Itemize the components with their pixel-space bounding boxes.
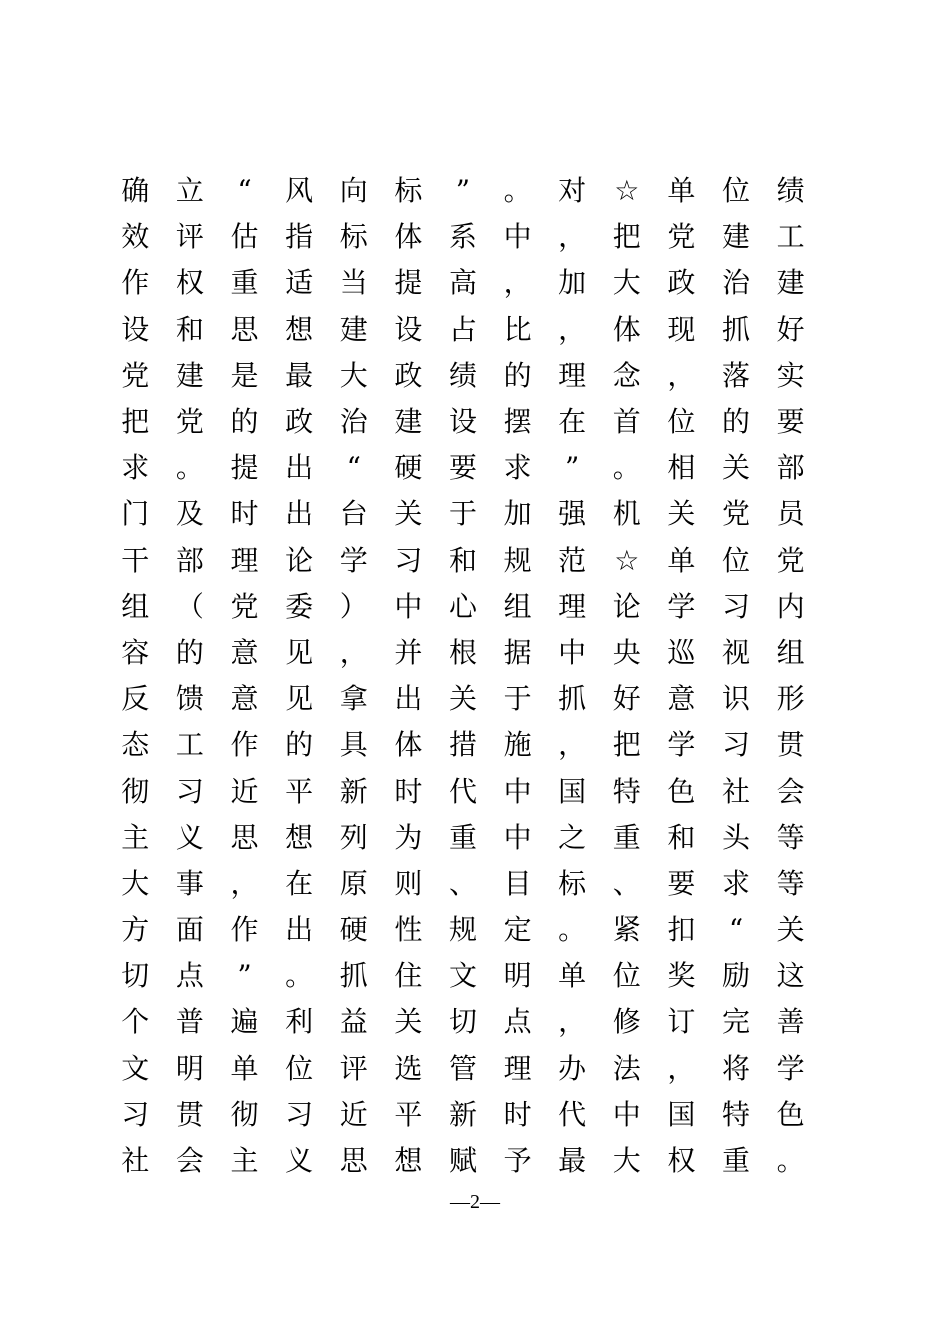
text-line: 主 义 思 想 列 为 重 中 之 重 和 头 等 — [121, 820, 805, 854]
text-line: 门 及 时 出 台 关 于 加 强 机 关 党 员 — [121, 497, 805, 531]
text-line: 文 明 单 位 评 选 管 理 办 法 ， 将 学 — [121, 1051, 805, 1085]
text-line: 容 的 意 见 ， 并 根 据 中 央 巡 视 组 — [121, 635, 805, 669]
text-line: 大 事 ， 在 原 则 、 目 标 、 要 求 等 — [121, 866, 805, 900]
body-text — [108, 168, 818, 1184]
text-line: 干 部 理 论 学 习 和 规 范 ☆ 单 位 党 — [121, 543, 805, 577]
text-line: 党 建 是 最 大 政 绩 的 理 念 ， 落 实 — [121, 358, 805, 392]
text-line: 作 权 重 适 当 提 高 ， 加 大 政 治 建 — [121, 266, 805, 300]
text-line: 态 工 作 的 具 体 措 施 ， 把 学 习 贯 — [121, 728, 805, 762]
page-number: —2— — [450, 1191, 500, 1213]
text-line: 社 会 主 义 思 想 赋 予 最 大 权 重 。 — [121, 1144, 805, 1178]
text-line: 效 评 估 指 标 体 系 中 ， 把 党 建 工 — [121, 220, 805, 254]
text-line: 习 贯 彻 习 近 平 新 时 代 中 国 特 色 — [121, 1097, 805, 1131]
text-line: 个 普 遍 利 益 关 切 点 ， 修 订 完 善 — [121, 1005, 805, 1039]
text-line: 反 馈 意 见 拿 出 关 于 抓 好 意 识 形 — [121, 682, 805, 716]
text-line: 把 党 的 政 治 建 设 摆 在 首 位 的 要 — [121, 405, 805, 439]
text-line: 组 （ 党 委 ） 中 心 组 理 论 学 习 内 — [121, 589, 805, 623]
text-line: 设 和 思 想 建 设 占 比 ， 体 现 抓 好 — [121, 312, 805, 346]
text-line: 彻 习 近 平 新 时 代 中 国 特 色 社 会 — [121, 774, 805, 808]
text-line: 求 。 提 出 “ 硬 要 求 ” 。 相 关 部 — [121, 451, 805, 485]
text-line: 方 面 作 出 硬 性 规 定 。 紧 扣 “ 关 — [121, 913, 805, 947]
text-line: 切 点 ” 。 抓 住 文 明 单 位 奖 励 这 — [121, 959, 805, 993]
text-line: 确 立 “ 风 向 标 ” 。 对 ☆ 单 位 绩 — [121, 174, 805, 208]
